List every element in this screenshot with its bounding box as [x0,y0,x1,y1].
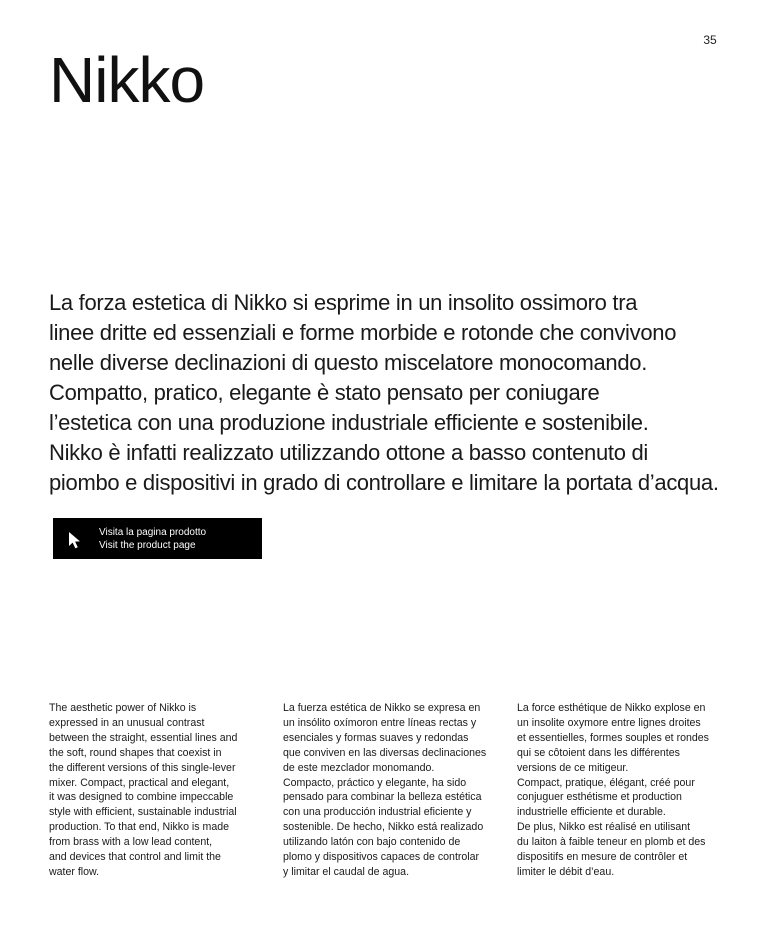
intro-line: piombo e dispositivi in grado di controllare e limitare la portata d’acqua. [49,470,719,495]
text-line: et essentielles, formes souples et rondes [517,731,709,744]
text-line: the different versions of this single-lever [49,761,236,774]
intro-paragraph [49,288,749,498]
text-line: it was designed to combine impeccable [49,791,234,804]
page-title: Nikko [49,44,205,116]
text-line: que conviven en las diversas declinaciones [283,746,487,759]
text-line: un insolite oxymore entre lignes droites [517,716,701,729]
text-line: mixer. Compact, practical and elegant, [49,776,230,789]
english-text-column [49,701,264,880]
intro-line: nelle diverse declinazioni di questo miscelatore monocomando. [49,350,648,375]
text-line: de este mezclador monomando. [283,761,435,774]
text-line: from brass with a low lead content, [49,836,213,849]
cta-label-it: Visita la pagina prodotto [99,526,207,538]
text-line: esenciales y formas suaves y redondas [283,731,469,744]
cta-label-en: Visit the product page [99,539,196,551]
text-line: qui se côtoient dans les différentes [517,746,680,759]
text-line: the soft, round shapes that coexist in [49,746,222,759]
text-line: style with efficient, sustainable industrial [49,806,237,819]
text-line: limiter le débit d’eau. [517,865,615,878]
text-line: conjuguer esthétisme et production [517,791,682,804]
visit-product-page-button[interactable] [53,518,262,559]
cursor-arrow-icon [53,529,97,549]
text-line: un insólito oxímoron entre líneas rectas y [283,716,477,729]
text-line: La force esthétique de Nikko explose en [517,702,706,714]
text-line: dispositifs en mesure de contrôler et [517,851,688,864]
text-line: water flow. [49,865,100,878]
intro-line: La forza estetica di Nikko si esprime in un insolito ossimoro tra [49,290,638,315]
text-line: De plus, Nikko est réalisé en utilisant [517,821,691,834]
text-line: con una producción industrial eficiente y [283,806,472,819]
text-line: plomo y dispositivos capaces de controlar [283,851,480,864]
text-line: and devices that control and limit the [49,851,221,864]
text-line: pensado para combinar la belleza estética [283,791,482,804]
text-line: sostenible. De hecho, Nikko está realizado [283,821,484,834]
text-line: between the straight, essential lines and [49,731,238,744]
text-line: y limitar el caudal de agua. [283,865,410,878]
text-line: expressed in an unusual contrast [49,716,205,729]
spanish-text-column [283,701,498,880]
text-line: du laiton à faible teneur en plomb et des [517,836,706,849]
text-line: versions de ce mitigeur. [517,761,629,774]
text-line: production. To that end, Nikko is made [49,821,229,834]
cta-labels [99,526,206,552]
text-line: La fuerza estética de Nikko se expresa en [283,702,481,714]
french-text-column [517,701,732,880]
text-line: industrielle efficiente et durable. [517,806,666,819]
page-number: 35 [703,33,717,47]
text-line: The aesthetic power of Nikko is [49,702,197,714]
text-line: Compact, pratique, élégant, créé pour [517,776,695,789]
text-line: Compacto, práctico y elegante, ha sido [283,776,467,789]
intro-line: l’estetica con una produzione industriale efficiente e sostenibile. [49,410,649,435]
intro-line: Compatto, pratico, elegante è stato pensato per coniugare [49,380,600,405]
intro-line: linee dritte ed essenziali e forme morbide e rotonde che convivono [49,320,677,345]
intro-line: Nikko è infatti realizzato utilizzando ottone a basso contenuto di [49,440,649,465]
text-line: utilizando latón con bajo contenido de [283,836,461,849]
